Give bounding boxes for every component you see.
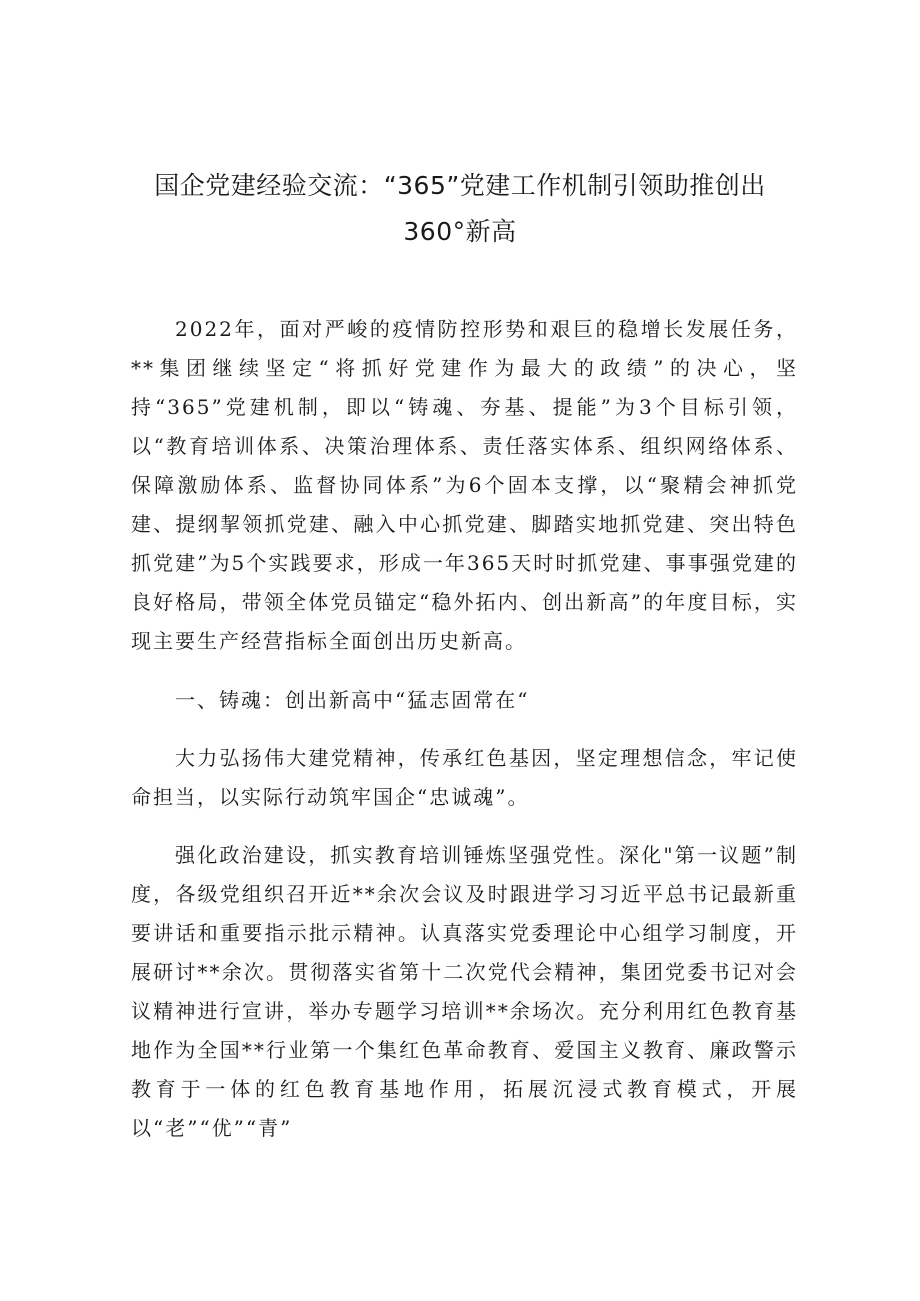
intro-paragraph: 2022年，面对严峻的疫情防控形势和艰巨的稳增长发展任务，**集团继续坚定“将抓好党建作为最大的政绩”的决心，坚持“365”党建机制，即以“铸魂、夯基、提能”为3个目标引领，以“教育培训体系、决策治理体系、责任落实体系、组织网络体系、保障激励体系、监督协同体系”为6个固本支撑，以“聚精会神抓党建、提纲挈领抓党建、融入中心抓党建、脚踏实地抓党建、突出特色抓党建”为5个实践要求，形成一年365天时时抓党建、事事强党建的良好格局，带领全体党员锚定“稳外拓内、创出新高”的年度目标，实现主要生产经营指标全面创出历史新高。 [131, 317, 798, 653]
section-1-summary-paragraph: 大力弘扬伟大建党精神，传承红色基因，坚定理想信念，牢记使命担当，以实际行动筑牢国企“忠诚魂”。 [131, 746, 798, 809]
title-line-1: 国企党建经验交流：“365”党建工作机制引领助推创出 [154, 171, 766, 200]
section-1-detail-paragraph: 强化政治建设，抓实教育培训锤炼坚强党性。深化"第一议题”制度，各级党组织召开近**余次会议及时跟进学习习近平总书记最新重要讲话和重要指示批示精神。认真落实党委理论中心组学习制度，开展研讨**余次。贯彻落实省第十二次党代会精神，集团党委书记对会议精神进行宣讲，举办专题学习培训**余场次。充分利用红色教育基地作为全国**行业第一个集红色革命教育、爱国主义教育、廉政警示教育于一体的红色教育基地作用，拓展沉浸式教育模式，开展以“老”“优”“青” [131, 843, 798, 1140]
document-title [130, 163, 790, 255]
title-line-2: 360°新高 [403, 217, 517, 246]
section-heading-1: 一、铸魂：创出新高中“猛志固常在“ [175, 688, 530, 712]
document-body [131, 310, 798, 1148]
